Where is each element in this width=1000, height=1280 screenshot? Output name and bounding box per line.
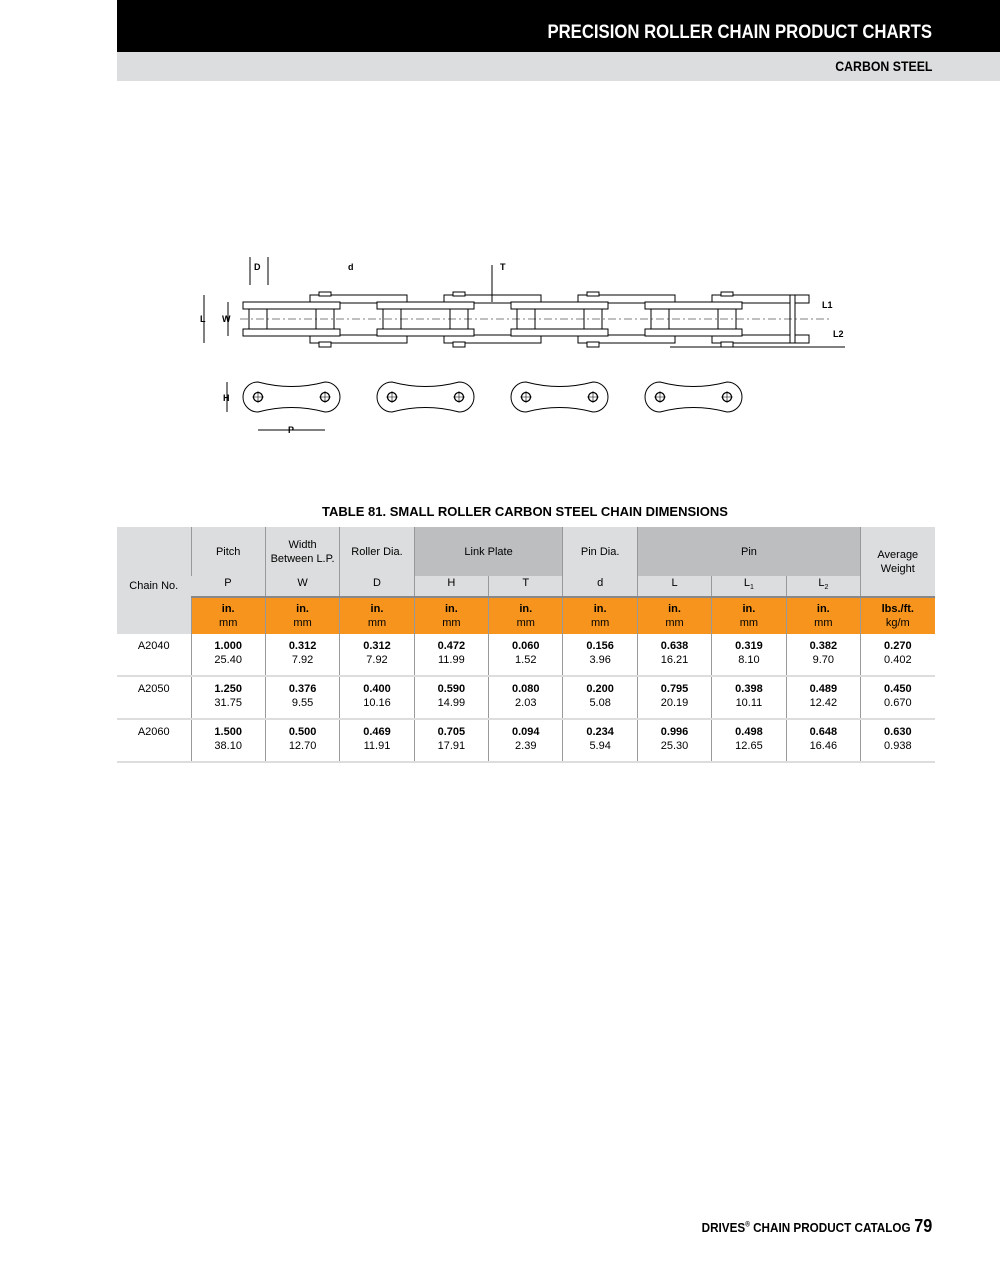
header-roller: Roller Dia.	[340, 527, 414, 576]
unit-in: lbs./ft.	[881, 603, 914, 615]
value-cell	[489, 719, 563, 762]
page-number: 79	[913, 1216, 932, 1236]
symbol-7	[712, 576, 786, 597]
chain-no: A2040	[117, 634, 191, 676]
inner-plate	[645, 302, 742, 309]
value-cell	[563, 676, 637, 719]
footer-catalog: CHAIN PRODUCT CATALOG	[749, 1220, 911, 1235]
label-L: L	[200, 314, 206, 324]
value-mm: 31.75	[214, 697, 242, 709]
value-mm: 20.19	[660, 697, 689, 709]
pin-head	[453, 292, 465, 296]
symbol-letter: L	[743, 577, 751, 590]
value-cell	[340, 719, 414, 762]
chain-no: A2050	[117, 676, 191, 719]
value-mm: 17.91	[437, 740, 466, 752]
value-in: 0.312	[288, 640, 317, 652]
value-mm: 7.92	[366, 654, 388, 666]
value-cell	[712, 719, 786, 762]
value-in: 0.398	[735, 683, 763, 695]
value-in: 0.590	[437, 683, 466, 695]
symbol-letter: H	[447, 577, 456, 590]
value-cell	[786, 719, 860, 762]
value-mm: 7.92	[291, 654, 314, 666]
value-cell	[191, 634, 265, 676]
header-pin: Pin	[637, 527, 860, 576]
unit-mm: kg/m	[885, 617, 910, 629]
unit-cell	[265, 597, 339, 634]
value-mm: 5.94	[589, 740, 611, 752]
value-in: 0.638	[660, 640, 689, 652]
value-in: 1.250	[214, 683, 242, 695]
value-in: 0.382	[809, 640, 838, 652]
unit-cell	[414, 597, 488, 634]
value-in: 0.450	[884, 683, 912, 695]
unit-cell	[191, 597, 265, 634]
value-mm: 10.11	[735, 697, 763, 709]
unit-in: in.	[668, 603, 681, 615]
value-in: 0.472	[437, 640, 466, 652]
value-in: 0.795	[660, 683, 689, 695]
chain-diagram	[190, 250, 860, 440]
value-mm: 12.70	[288, 740, 317, 752]
inner-plate	[377, 302, 474, 309]
unit-in: in.	[593, 603, 607, 615]
value-mm: 38.10	[214, 740, 242, 752]
footer-reg: ®	[744, 1221, 750, 1229]
value-mm: 14.99	[437, 697, 466, 709]
value-in: 0.648	[809, 726, 838, 738]
pin-head	[587, 292, 599, 296]
label-L1: L1	[822, 300, 833, 310]
pin-head	[721, 342, 733, 347]
value-cell	[340, 634, 414, 676]
symbol-letter: T	[522, 577, 530, 590]
value-cell	[861, 676, 935, 719]
unit-cell	[637, 597, 711, 634]
value-in: 1.000	[214, 640, 242, 652]
value-cell	[191, 719, 265, 762]
symbol-letter: L	[671, 577, 678, 590]
value-in: 0.469	[363, 726, 391, 738]
value-mm: 25.30	[660, 740, 689, 752]
value-mm: 2.03	[515, 697, 537, 709]
unit-mm: mm	[665, 617, 684, 629]
pin-head	[319, 342, 331, 347]
value-in: 0.080	[511, 683, 540, 695]
value-mm: 5.08	[589, 697, 611, 709]
symbol-letter: d	[597, 577, 604, 590]
value-mm: 25.40	[214, 654, 242, 666]
value-cell	[414, 719, 488, 762]
value-in: 0.200	[586, 683, 614, 695]
value-in: 0.312	[363, 640, 391, 652]
value-mm: 10.16	[363, 697, 391, 709]
value-cell	[861, 634, 935, 676]
unit-in: in.	[221, 603, 235, 615]
value-cell	[191, 676, 265, 719]
symbol-5	[563, 576, 637, 597]
header-pin-dia: Pin Dia.	[563, 527, 637, 576]
unit-cell	[861, 597, 935, 634]
symbol-letter: W	[297, 577, 308, 590]
unit-mm: mm	[739, 617, 759, 629]
value-cell	[861, 719, 935, 762]
unit-in: in.	[296, 603, 309, 615]
symbol-2	[340, 576, 414, 597]
table-title: TABLE 81. SMALL ROLLER CARBON STEEL CHAIN DIMENSIONS	[322, 504, 728, 519]
label-H: H	[223, 393, 230, 403]
value-in: 0.060	[511, 640, 540, 652]
value-cell	[637, 676, 711, 719]
units-spacer	[117, 597, 191, 634]
value-cell	[637, 634, 711, 676]
value-mm: 9.55	[291, 697, 314, 709]
inner-plate	[243, 329, 340, 336]
value-mm: 2.39	[515, 740, 537, 752]
unit-mm: mm	[814, 617, 833, 629]
value-mm: 0.670	[884, 697, 912, 709]
unit-cell	[563, 597, 637, 634]
value-mm: 12.65	[735, 740, 763, 752]
value-mm: 3.96	[589, 654, 611, 666]
symbol-letter: P	[224, 577, 232, 590]
symbol-4	[489, 576, 563, 597]
value-in: 0.500	[288, 726, 317, 738]
value-cell	[489, 676, 563, 719]
symbol-3	[414, 576, 488, 597]
value-mm: 0.938	[884, 740, 912, 752]
value-cell	[265, 634, 339, 676]
value-cell	[563, 719, 637, 762]
value-mm: 0.402	[884, 654, 912, 666]
value-in: 0.376	[288, 683, 317, 695]
inner-plate	[645, 329, 742, 336]
symbol-letter: L	[818, 577, 825, 590]
label-L2: L2	[833, 329, 844, 339]
symbol-1	[265, 576, 339, 597]
value-cell	[563, 634, 637, 676]
unit-cell	[489, 597, 563, 634]
value-cell	[637, 719, 711, 762]
value-in: 0.630	[884, 726, 912, 738]
pin-head	[721, 292, 733, 296]
unit-mm: mm	[219, 617, 238, 629]
unit-mm: mm	[516, 617, 535, 629]
value-in: 0.234	[586, 726, 614, 738]
header-bar	[117, 0, 1000, 52]
value-cell	[786, 676, 860, 719]
inner-plate	[243, 302, 340, 309]
value-mm: 16.21	[660, 654, 689, 666]
label-W: W	[222, 314, 231, 324]
label-d: d	[348, 262, 354, 272]
footer-brand: DRIVES	[701, 1220, 745, 1235]
table-row	[117, 719, 935, 762]
unit-cell	[712, 597, 786, 634]
value-in: 0.489	[809, 683, 838, 695]
unit-in: in.	[444, 603, 458, 615]
section-title: CARBON STEEL	[834, 58, 932, 74]
value-mm: 12.42	[809, 697, 838, 709]
label-T: T	[500, 262, 506, 272]
unit-in: in.	[370, 603, 384, 615]
table-row	[117, 676, 935, 719]
unit-cell	[340, 597, 414, 634]
value-in: 0.498	[735, 726, 763, 738]
value-in: 0.270	[884, 640, 912, 652]
inner-plate	[377, 329, 474, 336]
pin-head	[319, 292, 331, 296]
pin-head	[587, 342, 599, 347]
value-cell	[712, 676, 786, 719]
unit-in: in.	[816, 603, 830, 615]
header-chain-no: Chain No.	[117, 527, 191, 597]
value-in: 1.500	[214, 726, 242, 738]
unit-cell	[786, 597, 860, 634]
symbol-sub: 1	[750, 584, 754, 592]
value-mm: 16.46	[809, 740, 838, 752]
unit-mm: mm	[367, 617, 387, 629]
dimensions-table	[117, 527, 935, 763]
symbol-sub: 2	[824, 584, 829, 592]
pin-head	[453, 342, 465, 347]
unit-in: in.	[742, 603, 756, 615]
value-mm: 11.91	[363, 740, 391, 752]
value-in: 0.705	[437, 726, 466, 738]
value-in: 0.996	[660, 726, 689, 738]
inner-plate	[511, 329, 608, 336]
value-cell	[712, 634, 786, 676]
label-D: D	[254, 262, 261, 272]
label-P: P	[288, 425, 295, 435]
value-cell	[265, 676, 339, 719]
value-mm: 11.99	[438, 654, 465, 666]
value-cell	[489, 634, 563, 676]
value-cell	[265, 719, 339, 762]
unit-mm: mm	[293, 617, 312, 629]
unit-mm: mm	[590, 617, 610, 629]
chain-no: A2060	[117, 719, 191, 762]
header-width: Width Between L.P.	[265, 527, 339, 576]
value-cell	[786, 634, 860, 676]
header-weight: Average Weight	[861, 527, 935, 597]
value-cell	[414, 634, 488, 676]
footer	[701, 1216, 932, 1237]
page-title: PRECISION ROLLER CHAIN PRODUCT CHARTS	[547, 22, 932, 43]
value-in: 0.156	[586, 640, 614, 652]
value-in: 0.319	[735, 640, 763, 652]
value-mm: 1.52	[515, 654, 537, 666]
header-link-plate: Link Plate	[414, 527, 563, 576]
table-row	[117, 634, 935, 676]
value-mm: 9.70	[812, 654, 835, 666]
inner-plate	[511, 302, 608, 309]
value-cell	[414, 676, 488, 719]
symbol-6	[637, 576, 711, 597]
header-pitch: Pitch	[191, 527, 265, 576]
symbol-0	[191, 576, 265, 597]
value-cell	[340, 676, 414, 719]
unit-mm: mm	[442, 617, 461, 629]
value-mm: 8.10	[738, 654, 760, 666]
symbol-letter: D	[373, 577, 381, 590]
symbol-8	[786, 576, 860, 597]
unit-in: in.	[519, 603, 533, 615]
value-in: 0.400	[363, 683, 391, 695]
value-in: 0.094	[511, 726, 540, 738]
subheader-bar	[117, 52, 1000, 81]
